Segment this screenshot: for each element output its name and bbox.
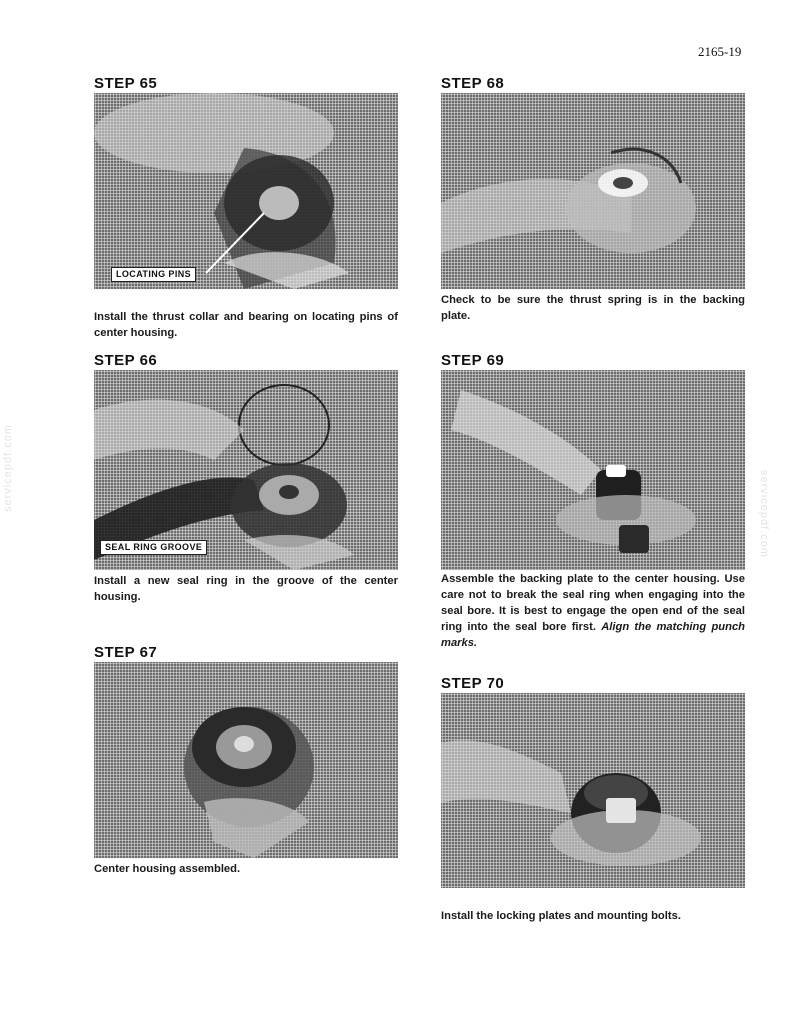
watermark-right: servicepdf.com [758, 470, 770, 558]
step-65-photo [94, 93, 398, 289]
watermark-left: servicepdf.com [2, 424, 14, 512]
step-69 [441, 353, 745, 651]
step-title: STEP 69 [441, 352, 505, 369]
step-67-photo [94, 662, 398, 858]
step-title: STEP 70 [441, 675, 505, 692]
photo-illustration [441, 93, 745, 289]
step-caption [441, 571, 745, 651]
locating-pins-callout: LOCATING PINS [111, 267, 196, 282]
seal-ring-groove-callout: SEAL RING GROOVE [100, 540, 207, 555]
step-67 [94, 645, 398, 877]
page-number: 2165-19 [698, 44, 742, 59]
step-title: STEP 68 [441, 75, 505, 92]
step-68 [441, 76, 745, 324]
photo-illustration [441, 370, 745, 570]
step-68-photo [441, 93, 745, 289]
step-69-photo [441, 370, 745, 570]
step-title: STEP 65 [94, 75, 158, 92]
step-caption: Check to be sure the thrust spring is in the backing plate. [441, 294, 745, 322]
step-caption: Install the thrust collar and bearing on locating pins of center housing. [94, 311, 398, 339]
photo-illustration [441, 693, 745, 888]
caption-emphasis: Align the matching punch marks. [441, 621, 746, 649]
caption-text: Assemble the backing plate to the center housing. Use care not to break the seal ring when engaging into the seal bore. It is best to engage the open end of the seal ring into the seal bore first. [441, 573, 745, 633]
photo-illustration [94, 662, 398, 858]
step-caption: Install the locking plates and mounting bolts. [441, 910, 681, 922]
step-caption: Install a new seal ring in the groove of the center housing. [94, 575, 398, 603]
step-70-photo [441, 693, 745, 888]
step-66 [94, 353, 398, 605]
photo-illustration [94, 93, 398, 289]
step-caption: Center housing assembled. [94, 863, 241, 875]
step-title: STEP 66 [94, 352, 158, 369]
step-66-photo [94, 370, 398, 570]
step-65 [94, 76, 398, 341]
step-70 [441, 676, 745, 924]
step-title: STEP 67 [94, 644, 158, 661]
